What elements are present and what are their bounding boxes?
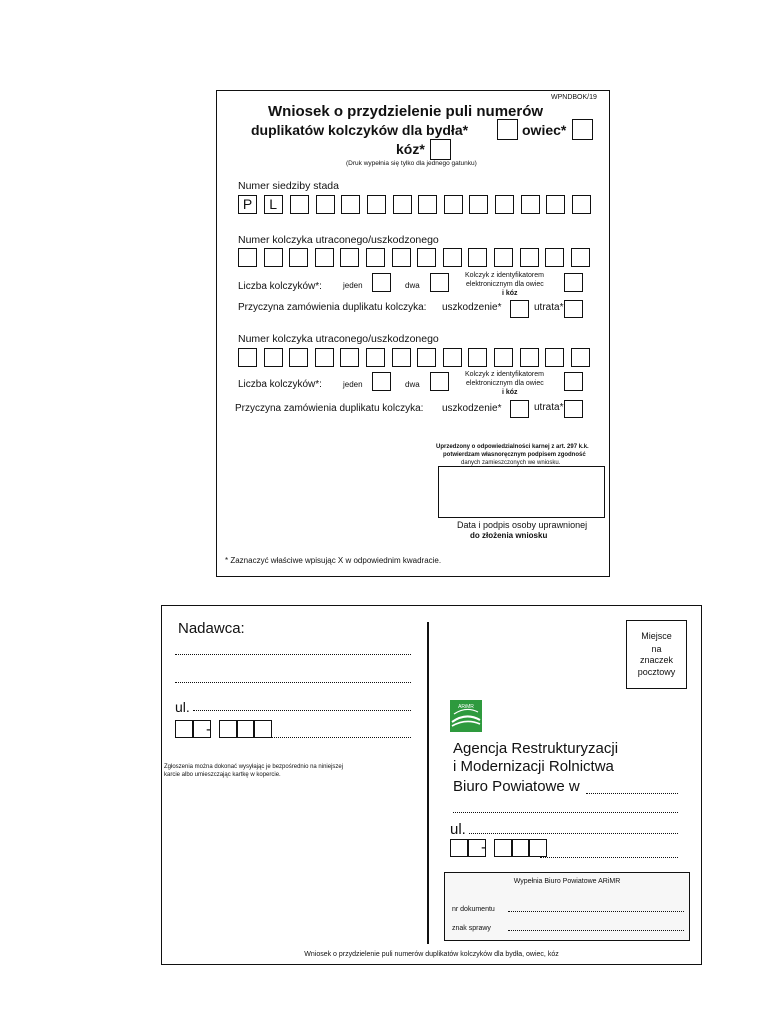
sender-label: Nadawca: xyxy=(178,620,245,637)
recipient-street-label: ul. xyxy=(450,821,466,838)
lost-tag-cell-2[interactable] xyxy=(545,348,564,367)
lost-tag-cell-2[interactable] xyxy=(289,348,308,367)
lost-tag-cell-1[interactable] xyxy=(392,248,411,267)
herd-number-cell[interactable] xyxy=(521,195,540,214)
herd-number-cell[interactable] xyxy=(444,195,463,214)
herd-number-cell[interactable] xyxy=(290,195,309,214)
lost-tag-cell-2[interactable] xyxy=(468,348,487,367)
herd-number-cell[interactable] xyxy=(316,195,335,214)
lost-tag-cell-2[interactable] xyxy=(417,348,436,367)
herd-number-cell[interactable]: L xyxy=(264,195,283,214)
lost-tag-cell-2[interactable] xyxy=(520,348,539,367)
office-line[interactable] xyxy=(586,793,678,794)
signature-label-1: Data i podpis osoby uprawnionej xyxy=(457,520,588,530)
sender-street-line[interactable] xyxy=(193,710,411,711)
electronic-label-2c: i kóz xyxy=(502,389,518,396)
office-use-title: Wypełnia Biuro Powiatowe ARiMR xyxy=(513,878,621,885)
sender-postcode-cell[interactable] xyxy=(192,720,211,738)
count-one-checkbox-1[interactable] xyxy=(372,273,391,292)
recipient-postcode-dash: - xyxy=(481,839,487,856)
form-code: WPNDBOK/19 xyxy=(551,94,597,101)
herd-number-cell[interactable]: P xyxy=(238,195,257,214)
sender-postcode-cell[interactable] xyxy=(253,720,272,738)
sender-line-2[interactable] xyxy=(175,682,411,683)
lost-tag-cell-1[interactable] xyxy=(238,248,257,267)
lost-tag-cell-1[interactable] xyxy=(264,248,283,267)
recipient-street-line[interactable] xyxy=(469,833,678,834)
loss-checkbox-2[interactable] xyxy=(564,400,583,418)
herd-number-cell[interactable] xyxy=(367,195,386,214)
warning-line-1: Uprzedzony o odpowiedzialności karnej z art. 297 k.k. xyxy=(436,444,589,450)
stamp-text-1: Miejsce xyxy=(641,631,672,641)
arimr-logo xyxy=(450,700,482,732)
herd-number-cell[interactable] xyxy=(572,195,591,214)
count-two-checkbox-1[interactable] xyxy=(430,273,449,292)
electronic-label-2a: Kolczyk z identyfikatorem xyxy=(465,371,544,378)
logo-text: ARiMR xyxy=(458,704,474,710)
lost-tag-label-2: Numer kolczyka utraconego/uszkodzonego xyxy=(238,333,439,345)
count-two-checkbox-2[interactable] xyxy=(430,372,449,391)
count-one-label-1: jeden xyxy=(343,281,363,290)
electronic-label-1c: i kóz xyxy=(502,290,518,297)
lost-tag-cell-2[interactable] xyxy=(238,348,257,367)
lost-tag-cell-1[interactable] xyxy=(315,248,334,267)
lost-tag-cell-1[interactable] xyxy=(443,248,462,267)
herd-number-cell[interactable] xyxy=(495,195,514,214)
sender-postcode-dash: - xyxy=(206,721,212,738)
lost-tag-label-1: Numer kolczyka utraconego/uszkodzonego xyxy=(238,234,439,246)
lost-tag-cell-1[interactable] xyxy=(366,248,385,267)
herd-number-cell[interactable] xyxy=(469,195,488,214)
stamp-text-2: na xyxy=(651,644,662,654)
loss-checkbox-1[interactable] xyxy=(564,300,583,318)
delivery-note-1: Zgłoszenia można dokonać wysyłając je bezpośrednio na niniejszej xyxy=(164,764,344,770)
goats-checkbox[interactable] xyxy=(430,139,451,160)
warning-line-2: potwierdzam własnoręcznym podpisem zgodność xyxy=(443,452,586,458)
postcard-divider xyxy=(427,622,429,944)
cattle-checkbox[interactable] xyxy=(497,119,518,140)
herd-number-cell[interactable] xyxy=(341,195,360,214)
recipient-city-line[interactable] xyxy=(540,857,678,858)
electronic-label-2b: elektronicznym dla owiec xyxy=(466,380,544,387)
count-one-checkbox-2[interactable] xyxy=(372,372,391,391)
signature-box[interactable] xyxy=(438,466,605,518)
loss-label-1: utrata* xyxy=(534,302,564,313)
sheep-label: owiec* xyxy=(522,122,567,138)
goats-label: kóz* xyxy=(396,141,425,157)
lost-tag-cell-1[interactable] xyxy=(468,248,487,267)
herd-number-cell[interactable] xyxy=(393,195,412,214)
electronic-checkbox-1[interactable] xyxy=(564,273,583,292)
lost-tag-cell-2[interactable] xyxy=(366,348,385,367)
count-label-1: Liczba kolczyków*: xyxy=(238,281,322,292)
lost-tag-cell-1[interactable] xyxy=(289,248,308,267)
herd-number-label: Numer siedziby stada xyxy=(238,180,339,192)
lost-tag-cell-2[interactable] xyxy=(264,348,283,367)
damage-checkbox-2[interactable] xyxy=(510,400,529,418)
herd-number-cell[interactable] xyxy=(418,195,437,214)
damage-label-1: uszkodzenie* xyxy=(442,302,502,313)
recipient-postcode-cell[interactable] xyxy=(467,839,486,857)
document-number-line[interactable] xyxy=(508,911,684,912)
form-title-line2: duplikatów kolczyków dla bydła* xyxy=(251,122,469,138)
sheep-checkbox[interactable] xyxy=(572,119,593,140)
lost-tag-cell-2[interactable] xyxy=(315,348,334,367)
fill-note: (Druk wypełnia się tylko dla jednego gatunku) xyxy=(346,160,477,167)
electronic-label-1b: elektronicznym dla owiec xyxy=(466,281,544,288)
office-label: Biuro Powiatowe w xyxy=(453,778,580,795)
form-title-line1: Wniosek o przydzielenie puli numerów xyxy=(268,103,544,120)
lost-tag-cell-2[interactable] xyxy=(443,348,462,367)
agency-line-2: i Modernizacji Rolnictwa xyxy=(453,758,614,775)
lost-tag-cell-2[interactable] xyxy=(340,348,359,367)
lost-tag-cell-1[interactable] xyxy=(520,248,539,267)
case-number-line[interactable] xyxy=(508,930,684,931)
sender-street-label: ul. xyxy=(175,699,190,715)
recipient-postcode-cell[interactable] xyxy=(528,839,547,857)
damage-checkbox-1[interactable] xyxy=(510,300,529,318)
reason-label-2: Przyczyna zamówienia duplikatu kolczyka: xyxy=(235,403,424,414)
sender-city-line[interactable] xyxy=(267,737,411,738)
stamp-text-3: znaczek xyxy=(639,655,674,665)
lost-tag-cell-2[interactable] xyxy=(392,348,411,367)
recipient-line[interactable] xyxy=(453,812,678,813)
document-number-label: nr dokumentu xyxy=(452,906,495,913)
stamp-text-4: pocztowy xyxy=(637,667,676,677)
warning-line-3: danych zamieszczonych we wniosku. xyxy=(461,460,561,466)
lost-tag-cell-1[interactable] xyxy=(571,248,590,267)
electronic-label-1a: Kolczyk z identyfikatorem xyxy=(465,272,544,279)
delivery-note-2: karcie albo umieszczając kartkę w kopercie. xyxy=(164,772,281,778)
count-one-label-2: jeden xyxy=(343,380,363,389)
case-number-label: znak sprawy xyxy=(452,925,491,932)
loss-label-2: utrata* xyxy=(534,402,564,413)
lost-tag-cell-1[interactable] xyxy=(340,248,359,267)
sender-line-1[interactable] xyxy=(175,654,411,655)
reason-label-1: Przyczyna zamówienia duplikatu kolczyka: xyxy=(238,302,427,313)
count-label-2: Liczba kolczyków*: xyxy=(238,379,322,390)
lost-tag-cell-2[interactable] xyxy=(494,348,513,367)
damage-label-2: uszkodzenie* xyxy=(442,403,502,414)
signature-label-2: do złożenia wniosku xyxy=(470,531,548,540)
count-two-label-1: dwa xyxy=(405,281,420,290)
electronic-checkbox-2[interactable] xyxy=(564,372,583,391)
count-two-label-2: dwa xyxy=(405,380,420,389)
agency-line-1: Agencja Restrukturyzacji xyxy=(453,740,619,757)
lost-tag-cell-1[interactable] xyxy=(545,248,564,267)
lost-tag-cell-1[interactable] xyxy=(417,248,436,267)
postcard-footer: Wniosek o przydzielenie puli numerów duplikatów kolczyków dla bydła, owiec, kóz xyxy=(304,951,559,958)
lost-tag-cell-1[interactable] xyxy=(494,248,513,267)
herd-number-cell[interactable] xyxy=(546,195,565,214)
lost-tag-cell-2[interactable] xyxy=(571,348,590,367)
footnote: * Zaznaczyć właściwe wpisując X w odpowiednim kwadracie. xyxy=(225,556,442,565)
